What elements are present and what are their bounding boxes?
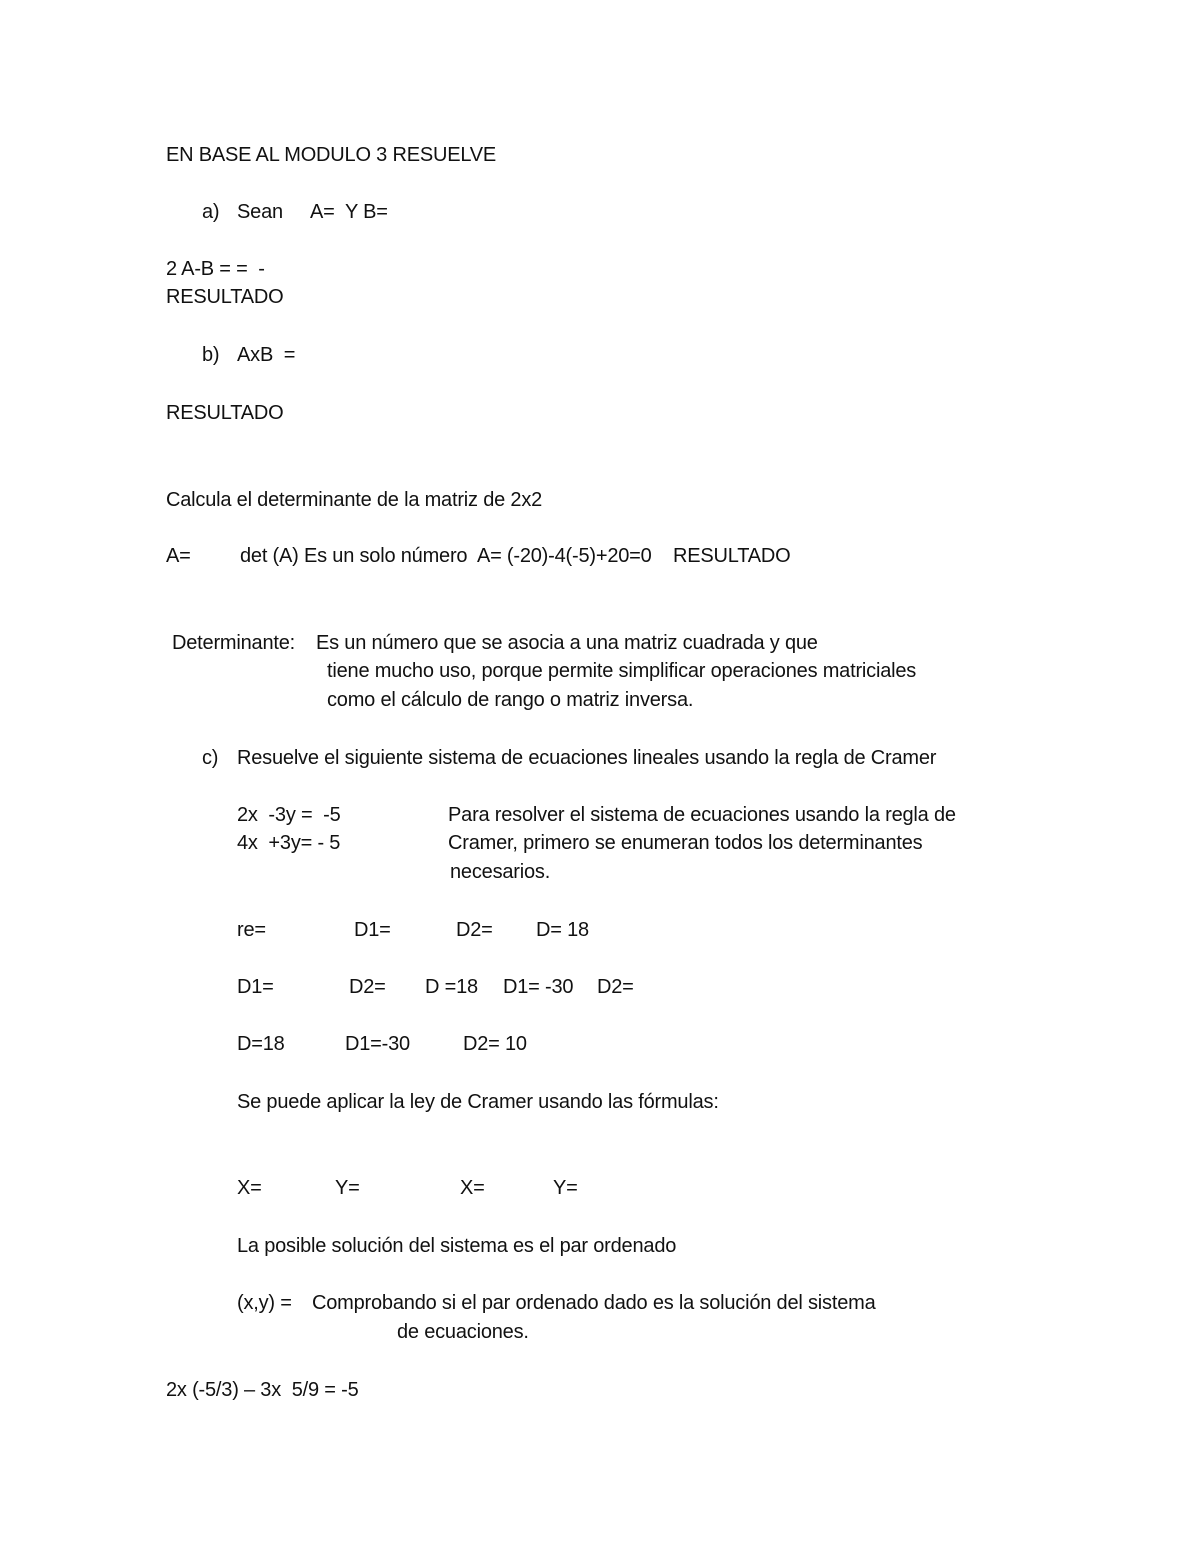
row1-c2: D1= [354, 919, 391, 941]
row3-c1: D=18 [237, 1033, 285, 1055]
row3-c2: D1=-30 [345, 1033, 410, 1055]
row2-c4: D1= -30 [503, 976, 574, 998]
formulas-line: Se puede aplicar la ley de Cramer usando las fórmulas: [237, 1091, 719, 1113]
resultado-2: RESULTADO [166, 402, 284, 424]
item-a-marker: a) [202, 201, 220, 223]
line-2ab: 2 A-B = = - [166, 258, 265, 280]
heading: EN BASE AL MODULO 3 RESUELVE [166, 144, 497, 166]
row1-c3: D2= [456, 919, 493, 941]
row1-c4: D= 18 [536, 919, 589, 941]
row2-c5: D2= [597, 976, 634, 998]
xy-row-c3: X= [460, 1177, 485, 1199]
item-c-marker: c) [202, 747, 219, 769]
item-a-yb-eq: Y B= [345, 201, 388, 223]
definition-line3: como el cálculo de rango o matriz inversa. [327, 689, 694, 711]
item-b-marker: b) [202, 344, 220, 366]
xy-row-c4: Y= [553, 1177, 578, 1199]
row1-c1: re= [237, 919, 266, 941]
system-eq1: 2x -3y = -5 [237, 804, 341, 826]
definition-term: Determinante: [172, 632, 296, 654]
system-eq2: 4x +3y= - 5 [237, 832, 341, 854]
definition-line2: tiene mucho uso, porque permite simplificar operaciones matriciales [327, 660, 917, 682]
item-a-a-eq: A= [310, 201, 335, 223]
row2-c3: D =18 [425, 976, 478, 998]
definition-line1: Es un número que se asocia a una matriz cuadrada y que [316, 632, 818, 654]
system-expl2: Cramer, primero se enumeran todos los determinantes [448, 832, 923, 854]
system-expl1: Para resolver el sistema de ecuaciones usando la regla de [448, 804, 956, 826]
row2-c2: D2= [349, 976, 386, 998]
item-c-text: Resuelve el siguiente sistema de ecuaciones lineales usando la regla de Cramer [237, 747, 937, 769]
item-a-sean: Sean [237, 201, 283, 223]
system-expl3: necesarios. [450, 861, 551, 883]
det-line-text: det (A) Es un solo número A= (-20)-4(-5)+20=0 RESULTADO [240, 545, 791, 567]
resultado-1: RESULTADO [166, 286, 284, 308]
pair-label: (x,y) = [237, 1292, 292, 1314]
row3-c3: D2= 10 [463, 1033, 527, 1055]
pair-text2: de ecuaciones. [397, 1321, 529, 1343]
det-a-eq: A= [166, 545, 191, 567]
xy-row-c1: X= [237, 1177, 262, 1199]
xy-row-c2: Y= [335, 1177, 360, 1199]
row2-c1: D1= [237, 976, 274, 998]
solution-line: La posible solución del sistema es el par ordenado [237, 1235, 677, 1257]
pair-text1: Comprobando si el par ordenado dado es la solución del sistema [312, 1292, 876, 1314]
item-b-text: AxB = [237, 344, 296, 366]
calcula-line: Calcula el determinante de la matriz de 2x2 [166, 489, 543, 511]
final-equation: 2x (-5/3) – 3x 5/9 = -5 [166, 1379, 359, 1401]
